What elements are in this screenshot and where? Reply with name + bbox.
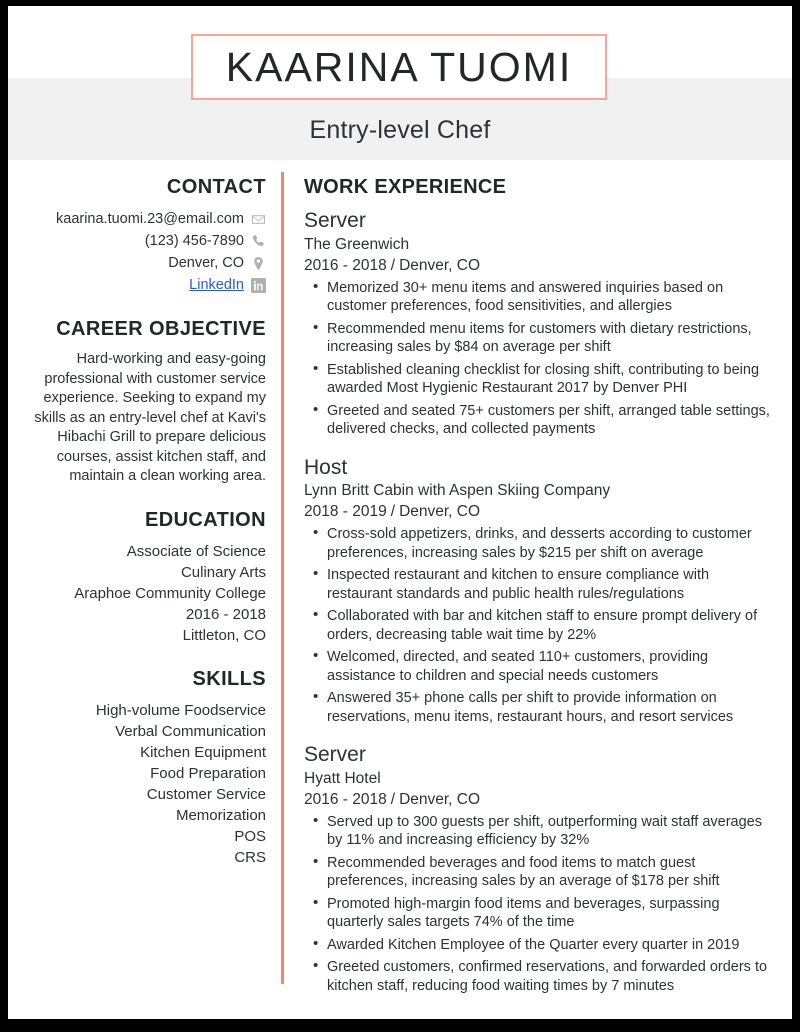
work-experience-heading: WORK EXPERIENCE	[304, 176, 507, 198]
candidate-name: KAARINA TUOMI	[225, 43, 573, 90]
job-company: The Greenwich	[304, 235, 410, 253]
job-dates: 2016 - 2018	[304, 790, 387, 808]
contact-list	[16, 208, 274, 296]
job-bullet: • Awarded Kitchen Employee of the Quarter every quarter in 2019	[327, 936, 776, 955]
job-bullet: • Greeted and seated 75+ customers per shift, arranged table settings, delivered checks, and collected payments	[327, 402, 776, 439]
job-bullet: • Recommended menu items for customers with dietary restrictions, increasing sales by $84 on average per shift	[327, 320, 776, 357]
job-meta	[304, 790, 776, 811]
job-company: Lynn Britt Cabin with Aspen Skiing Company	[304, 482, 611, 500]
job-entry	[304, 743, 776, 995]
contact-phone-text: (123) 456-7890	[144, 232, 244, 249]
contact-item-phone[interactable]	[16, 230, 266, 252]
job-bullet: • Established cleaning checklist for closing shift, contributing to being awarded Most Hygienic Restaurant 2017 by Denver PHI	[327, 361, 776, 398]
contact-heading: CONTACT	[166, 176, 266, 198]
skill-item: Memorization	[175, 806, 266, 824]
education-heading: EDUCATION	[144, 508, 266, 531]
job-role: Server	[304, 743, 366, 767]
skills-heading: SKILLS	[192, 667, 266, 690]
contact-location-text: Denver, CO	[168, 254, 244, 271]
skills-section	[16, 668, 274, 868]
career-objective-heading: CAREER OBJECTIVE	[56, 318, 266, 340]
job-bullet-list	[304, 279, 776, 439]
skill-item: Food Preparation	[150, 764, 266, 782]
phone-icon	[251, 234, 266, 249]
job-bullet: • Memorized 30+ menu items and answered inquiries based on customer preferences, food sensitivities, and allergies	[327, 279, 776, 316]
location-pin-icon	[251, 256, 266, 271]
job-bullet-list	[304, 813, 776, 996]
job-entry	[304, 209, 776, 439]
work-experience-column	[274, 176, 792, 1012]
job-location: Denver, CO	[399, 790, 481, 808]
career-objective-text: Hard-working and easy-going professional with customer service experience. Seeking to expand my skills as an entry-level chef at Kavi's Hibachi Grill to prepare delicious courses, assist kitchen staff, and maintain a clean working area.	[34, 351, 266, 484]
contact-item-location[interactable]	[16, 252, 266, 274]
name-box	[191, 34, 607, 100]
column-divider	[281, 172, 284, 984]
education-line: 2016 - 2018	[185, 605, 266, 623]
education-section	[16, 509, 274, 646]
resume-body	[8, 160, 792, 1012]
job-bullet: • Welcomed, directed, and seated 110+ customers, providing assistance to children and special needs customers	[327, 648, 776, 685]
job-bullet: • Cross-sold appetizers, drinks, and desserts according to customer preferences, increasing sales by $215 per shift on average	[327, 525, 776, 562]
education-line: Araphoe Community College	[74, 584, 266, 602]
education-line: Littleton, CO	[182, 626, 266, 644]
sidebar-column	[8, 176, 274, 1012]
job-meta	[304, 502, 776, 523]
resume-page	[8, 6, 792, 1019]
job-meta-separator: /	[390, 790, 396, 808]
resume-header	[8, 6, 792, 160]
contact-email-text: kaarina.tuomi.23@email.com	[56, 210, 244, 227]
job-role: Server	[304, 209, 366, 232]
contact-section	[16, 176, 274, 296]
envelope-icon	[251, 212, 266, 227]
job-bullet: • Collaborated with bar and kitchen staff to ensure prompt delivery of orders, decreasing table wait time by 22%	[327, 607, 776, 644]
job-dates: 2016 - 2018	[304, 256, 387, 274]
job-bullet: • Inspected restaurant and kitchen to ensure compliance with restaurant standards and public health rules/regulations	[327, 566, 776, 603]
contact-item-linkedin[interactable]	[16, 274, 266, 296]
career-objective-section	[16, 318, 274, 487]
job-bullet: • Promoted high-margin food items and beverages, surpassing quarterly sales targets 74% of the time	[327, 895, 776, 932]
job-company: Hyatt Hotel	[304, 769, 381, 787]
skill-item: High-volume Foodservice	[95, 701, 266, 719]
skill-item: Kitchen Equipment	[140, 743, 266, 761]
job-bullet-list	[304, 525, 776, 726]
job-location: Denver, CO	[399, 503, 481, 521]
job-entry	[304, 456, 776, 727]
skill-item: CRS	[234, 848, 266, 866]
job-bullet: • Recommended beverages and food items to match guest preferences, increasing sales by an average of $178 per shift	[327, 854, 776, 891]
skill-item: Verbal Communication	[115, 722, 266, 740]
job-role: Host	[304, 455, 348, 479]
job-bullet: • Greeted customers, confirmed reservations, and forwarded orders to kitchen staff, reducing food waiting times by 7 minutes	[327, 958, 776, 995]
job-bullet: • Served up to 300 guests per shift, outperforming wait staff averages by 11% and increasing efficiency by 32%	[327, 813, 776, 850]
contact-linkedin-text[interactable]: LinkedIn	[189, 276, 244, 293]
education-line: Associate of Science	[126, 542, 266, 560]
candidate-job-title: Entry-level Chef	[309, 116, 491, 144]
contact-item-email[interactable]	[16, 208, 266, 230]
linkedin-icon[interactable]	[251, 278, 266, 293]
education-line: Culinary Arts	[180, 563, 266, 581]
skill-item: Customer Service	[146, 785, 266, 803]
job-dates: 2018 - 2019	[304, 503, 387, 521]
job-location: Denver, CO	[399, 256, 481, 274]
job-meta-separator: /	[390, 256, 396, 274]
job-bullet: • Answered 35+ phone calls per shift to provide information on reservations, menu items, restaurant hours, and resort services	[327, 689, 776, 726]
job-meta	[304, 256, 776, 277]
job-meta-separator: /	[390, 503, 396, 521]
skill-item: POS	[234, 827, 266, 845]
